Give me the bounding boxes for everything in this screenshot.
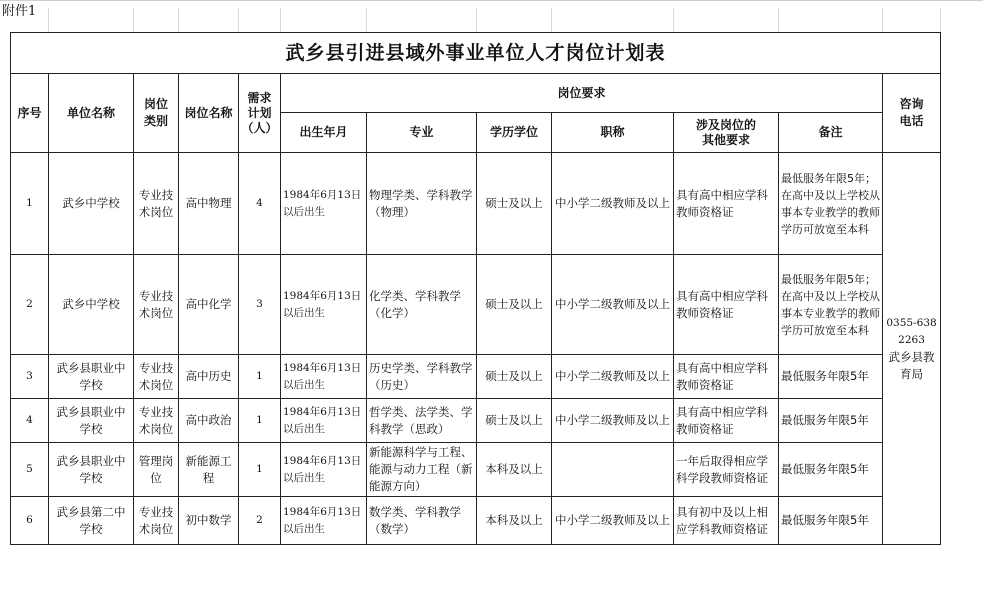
- cell-other: 具有高中相应学科教师资格证: [674, 153, 779, 255]
- cell-degree: 硕士及以上: [477, 355, 552, 399]
- cell-unit: 武乡中学校: [49, 153, 134, 255]
- cell-major: 新能源科学与工程、能源与动力工程（新能源方向）: [367, 443, 477, 497]
- cell-remarks: 最低服务年限5年: [779, 443, 883, 497]
- cell-category: 管理岗位: [134, 443, 179, 497]
- phone-org: 武乡县教育局: [888, 349, 935, 381]
- cell-no: 5: [11, 443, 49, 497]
- cell-post: 高中历史: [179, 355, 239, 399]
- header-remarks: 备注: [779, 113, 883, 153]
- cell-post: 初中数学: [179, 497, 239, 545]
- cell-birth: 1984年6月13日以后出生: [281, 153, 367, 255]
- cell-major: 数学类、学科教学（数学）: [367, 497, 477, 545]
- cell-birth: 1984年6月13日以后出生: [281, 355, 367, 399]
- cell-degree: 硕士及以上: [477, 399, 552, 443]
- header-major: 专业: [367, 113, 477, 153]
- table-row: [11, 255, 941, 355]
- header-other: 涉及岗位的 其他要求: [674, 113, 779, 153]
- header-birth: 出生年月: [281, 113, 367, 153]
- cell-quota: 1: [239, 399, 281, 443]
- cell-title: 中小学二级教师及以上: [552, 355, 674, 399]
- cell-no: 6: [11, 497, 49, 545]
- cell-title: 中小学二级教师及以上: [552, 255, 674, 355]
- cell-birth: 1984年6月13日以后出生: [281, 255, 367, 355]
- header-no: 序号: [11, 74, 49, 153]
- cell-title: 中小学二级教师及以上: [552, 399, 674, 443]
- table-row: [11, 443, 941, 497]
- table-row: [11, 355, 941, 399]
- phone-number: 0355-6382263: [886, 316, 937, 346]
- cell-remarks: 最低服务年限5年: [779, 497, 883, 545]
- cell-post: 高中物理: [179, 153, 239, 255]
- cell-other: 具有初中及以上相应学科教师资格证: [674, 497, 779, 545]
- cell-post: 高中化学: [179, 255, 239, 355]
- cell-category: 专业技术岗位: [134, 399, 179, 443]
- cell-remarks: 最低服务年限5年；在高中及以上学校从事本专业教学的教师学历可放宽至本科: [779, 153, 883, 255]
- cell-other: 具有高中相应学科教师资格证: [674, 399, 779, 443]
- cell-no: 4: [11, 399, 49, 443]
- cell-post: 新能源工程: [179, 443, 239, 497]
- cell-unit: 武乡县职业中学校: [49, 355, 134, 399]
- cell-unit: 武乡县职业中学校: [49, 399, 134, 443]
- header-category: 岗位 类别: [134, 74, 179, 153]
- cell-post: 高中政治: [179, 399, 239, 443]
- header-requirements: 岗位要求: [281, 74, 883, 113]
- cell-no: 3: [11, 355, 49, 399]
- cell-major: 化学类、学科教学（化学）: [367, 255, 477, 355]
- cell-quota: 3: [239, 255, 281, 355]
- cell-category: 专业技术岗位: [134, 255, 179, 355]
- attachment-label: 附件1: [2, 4, 37, 19]
- header-unit: 单位名称: [49, 74, 134, 153]
- table-row: [11, 497, 941, 545]
- header-quota: 需求 计划 （人）: [239, 74, 281, 153]
- cell-degree: 本科及以上: [477, 497, 552, 545]
- cell-birth: 1984年6月13日以后出生: [281, 399, 367, 443]
- cell-category: 专业技术岗位: [134, 355, 179, 399]
- cell-major: 历史学类、学科教学（历史）: [367, 355, 477, 399]
- cell-other: 具有高中相应学科教师资格证: [674, 355, 779, 399]
- cell-unit: 武乡县职业中学校: [49, 443, 134, 497]
- cell-major: 哲学类、法学类、学科教学（思政）: [367, 399, 477, 443]
- header-post: 岗位名称: [179, 74, 239, 153]
- table-row: [11, 153, 941, 255]
- table-title: 武乡县引进县域外事业单位人才岗位计划表: [11, 33, 941, 74]
- cell-title: [552, 443, 674, 497]
- cell-unit: 武乡中学校: [49, 255, 134, 355]
- empty-grid-row: [10, 8, 940, 32]
- cell-no: 2: [11, 255, 49, 355]
- header-degree: 学历学位: [477, 113, 552, 153]
- cell-other: 一年后取得相应学科学段教师资格证: [674, 443, 779, 497]
- cell-phone: [883, 153, 941, 545]
- cell-other: 具有高中相应学科教师资格证: [674, 255, 779, 355]
- cell-birth: 1984年6月13日以后出生: [281, 443, 367, 497]
- cell-remarks: 最低服务年限5年: [779, 355, 883, 399]
- header-phone: 咨询 电话: [883, 74, 941, 153]
- cell-quota: 4: [239, 153, 281, 255]
- cell-quota: 1: [239, 443, 281, 497]
- header-title: 职称: [552, 113, 674, 153]
- cell-quota: 2: [239, 497, 281, 545]
- cell-quota: 1: [239, 355, 281, 399]
- cell-degree: 本科及以上: [477, 443, 552, 497]
- plan-table: [10, 32, 941, 545]
- cell-title: 中小学二级教师及以上: [552, 497, 674, 545]
- cell-major: 物理学类、学科教学（物理）: [367, 153, 477, 255]
- cell-degree: 硕士及以上: [477, 153, 552, 255]
- sheet-top-border: [0, 0, 983, 1]
- cell-remarks: 最低服务年限5年；在高中及以上学校从事本专业教学的教师学历可放宽至本科: [779, 255, 883, 355]
- cell-birth: 1984年6月13日以后出生: [281, 497, 367, 545]
- cell-category: 专业技术岗位: [134, 497, 179, 545]
- cell-unit: 武乡县第二中学校: [49, 497, 134, 545]
- cell-no: 1: [11, 153, 49, 255]
- cell-remarks: 最低服务年限5年: [779, 399, 883, 443]
- cell-title: 中小学二级教师及以上: [552, 153, 674, 255]
- table-row: [11, 399, 941, 443]
- cell-degree: 硕士及以上: [477, 255, 552, 355]
- cell-category: 专业技术岗位: [134, 153, 179, 255]
